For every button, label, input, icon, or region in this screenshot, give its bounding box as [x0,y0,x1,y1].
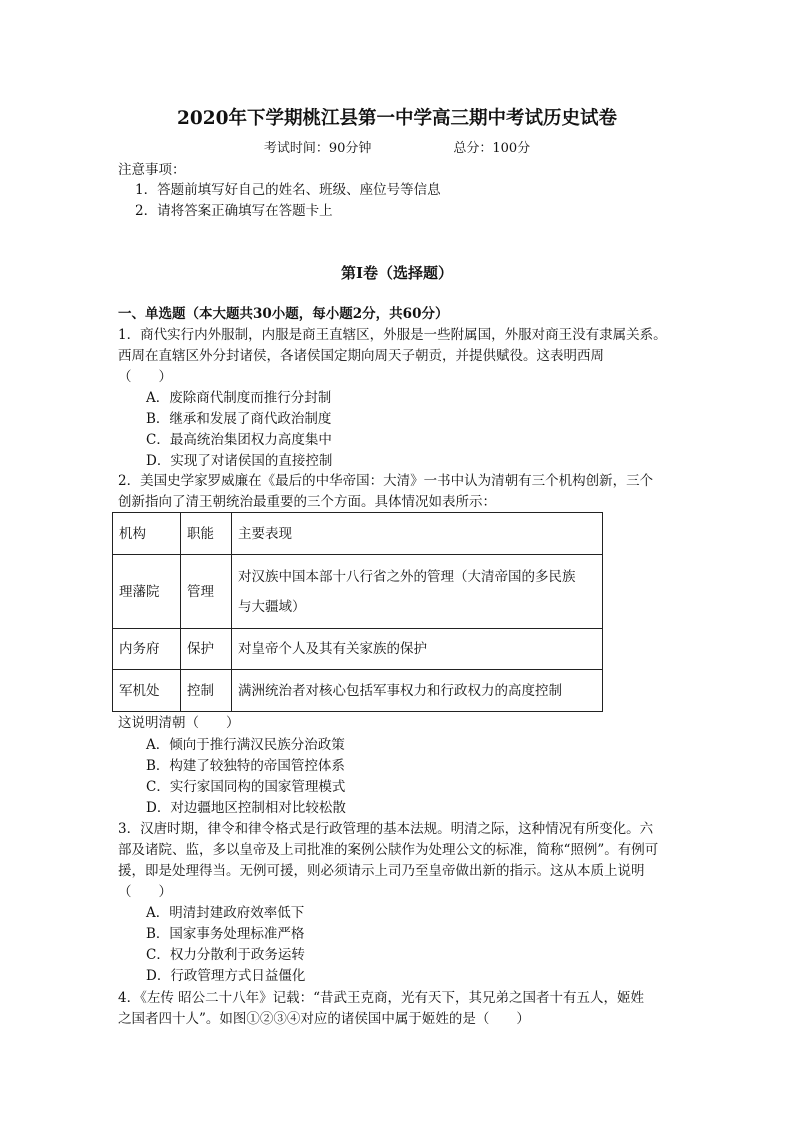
table-cell-line: 与大疆域） [238,598,306,615]
table-cell: 对皇帝个人及其有关家族的保护 [232,629,603,670]
table-row [113,670,603,712]
table-cell [232,555,603,629]
table-header-cell: 职能 [181,513,232,555]
table-cell: 内务府 [113,629,181,670]
question-4-line: 4．《左传 昭公二十八年》记载：“昔武王克商，光有天下，其兄弟之国者十有五人，姬姓 [118,990,645,1006]
exam-time: 考试时间：90分钟 [263,141,372,156]
question-1-line: （ ） [118,369,172,385]
total-score: 总分：100分 [453,141,531,156]
table-cell: 管理 [181,555,232,629]
question-1-line: 1．商代实行内外服制，内服是商王直辖区，外服是一些附属国，外服对商王没有隶属关系。 [118,327,667,343]
question-3-line: 部及诸院、监，多以皇帝及上司批准的案例公牍作为处理公文的标准，简称“照例”。有例可 [118,842,659,858]
table-header-row [113,513,603,555]
question-2-stem-end: 这说明清朝（ ） [118,715,240,731]
table-cell: 控制 [181,670,232,712]
question-1-option-c: C．最高统治集团权力高度集中 [146,432,332,448]
question-2-line: 2．美国史学家罗威廉在《最后的中华帝国：大清》一书中认为清朝有三个机构创新，三个 [118,473,654,489]
question-1-line: 西周在直辖区外分封诸侯，各诸侯国定期向周天子朝贡，并提供赋役。这表明西周 [118,348,604,364]
table-header-cell: 主要表现 [232,513,603,555]
table-cell: 满洲统治者对核心包括军事权力和行政权力的高度控制 [232,670,603,712]
question-3-option-c: C．权力分散利于政务运转 [146,947,305,963]
question-4-line: 之国者四十人”。如图①②③④对应的诸侯国中属于姬姓的是（ ） [118,1011,530,1027]
question-3-option-d: D．行政管理方式日益僵化 [146,968,306,984]
table-row [113,555,603,629]
table-cell: 保护 [181,629,232,670]
table-cell: 军机处 [113,670,181,712]
question-1-option-d: D．实现了对诸侯国的直接控制 [146,453,333,469]
question-2-option-b: B．构建了较独特的帝国管控体系 [146,758,345,774]
question-2-line: 创新指向了清王朝统治最重要的三个方面。具体情况如表所示： [118,494,496,510]
part-title: 一、单选题（本大题共30小题，每小题2分，共60分） [118,306,449,322]
page-title: 2020年下学期桃江县第一中学高三期中考试历史试卷 [177,108,617,129]
table-cell-line: 对汉族中国本部十八行省之外的管理（大清帝国的多民族 [238,568,576,585]
table-cell: 理藩院 [113,555,181,629]
question-1-option-b: B．继承和发展了商代政治制度 [146,411,332,427]
question-2-option-c: C．实行家国同构的国家管理模式 [146,779,346,795]
institution-table [112,512,603,712]
table-header-cell: 机构 [113,513,181,555]
section-title: 第I卷（选择题） [340,264,454,282]
question-1-option-a: A．废除商代制度而推行分封制 [146,390,332,406]
question-3-option-b: B．国家事务处理标准严格 [146,926,305,942]
question-2-option-d: D．对边疆地区控制相对比较松散 [146,800,346,816]
question-2-option-a: A．倾向于推行满汉民族分治政策 [146,737,345,753]
question-3-line: （ ） [118,884,172,900]
notice-item: 1．答题前填写好自己的姓名、班级、座位号等信息 [135,182,441,198]
exam-info [0,138,794,159]
table-row [113,629,603,670]
question-3-option-a: A．明清封建政府效率低下 [146,905,305,921]
question-3-line: 3．汉唐时期，律令和律令格式是行政管理的基本法规。明清之际，这种情况有所变化。六 [118,821,654,837]
notice-item: 2．请将答案正确填写在答题卡上 [135,203,333,219]
notice-title: 注意事项： [118,162,186,178]
question-3-line: 援，即是处理得当。无例可援，则必须请示上司乃至皇帝做出新的指示。这从本质上说明 [118,863,645,879]
